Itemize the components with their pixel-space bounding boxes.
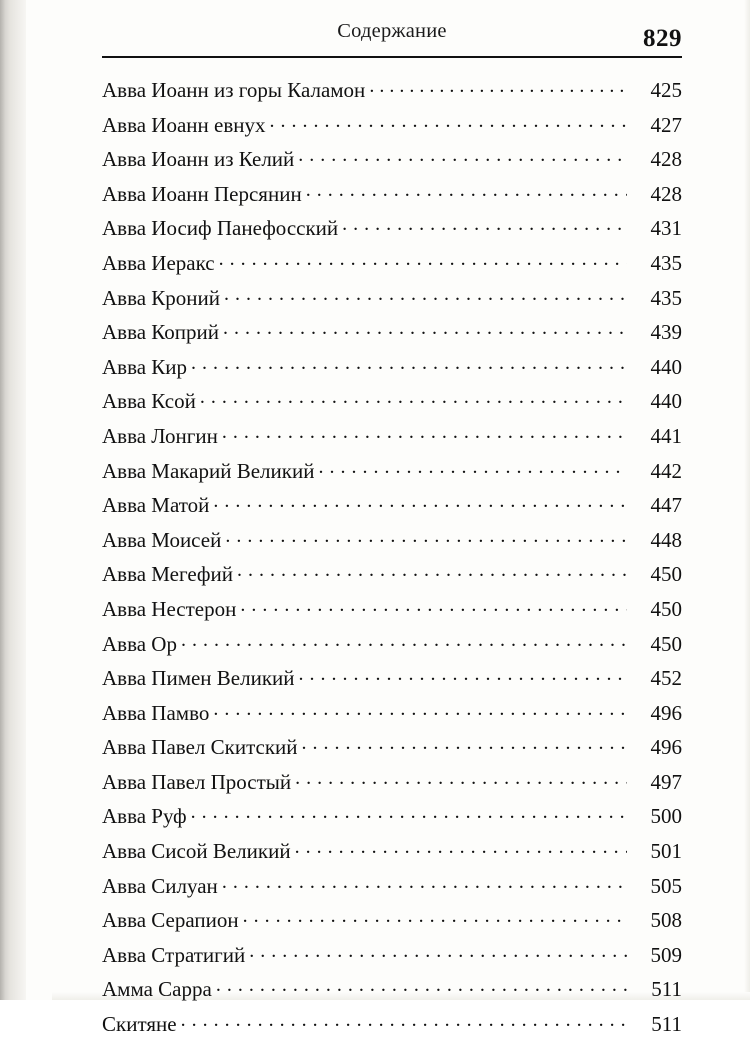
toc-entry-title: Авва Иоанн Персянин (102, 181, 302, 206)
toc-entry[interactable] (102, 249, 682, 284)
toc-entry-page: 511 (651, 1012, 682, 1037)
toc-entry[interactable] (102, 733, 682, 768)
toc-leader-dots (216, 975, 627, 996)
toc-leader-dots (200, 387, 627, 408)
toc-entry-page: 427 (650, 112, 682, 137)
toc-leader-dots (181, 1010, 627, 1031)
toc-entry-page: 505 (650, 873, 682, 898)
toc-entry-page: 501 (650, 839, 682, 864)
toc-entry-page: 500 (650, 804, 682, 829)
toc-entry-title: Авва Павел Простый (102, 769, 292, 794)
toc-leader-dots (369, 76, 627, 97)
toc-entry-title: Авва Мегефий (102, 562, 234, 587)
toc-entry-title: Авва Иосиф Панефосский (102, 216, 339, 241)
toc-entry[interactable] (102, 560, 682, 595)
toc-entry-page: 441 (650, 423, 682, 448)
toc-entry[interactable] (102, 457, 682, 492)
toc-leader-dots (222, 872, 627, 893)
toc-entry-title: Авва Кир (102, 354, 188, 379)
toc-leader-dots (225, 526, 627, 547)
toc-entry[interactable] (102, 975, 682, 1010)
toc-leader-dots (240, 595, 627, 616)
toc-entry[interactable] (102, 906, 682, 941)
toc-entry-page: 508 (650, 908, 682, 933)
toc-leader-dots (306, 180, 627, 201)
toc-entry[interactable] (102, 422, 682, 457)
toc-entry-title: Авва Памво (102, 700, 210, 725)
toc-entry[interactable] (102, 284, 682, 319)
toc-entry-page: 425 (650, 78, 682, 102)
page-title: Содержание (337, 20, 447, 42)
toc-entry[interactable] (102, 76, 682, 111)
toc-entry-title: Авва Лонгин (102, 423, 218, 448)
toc-entry-page: 435 (650, 285, 682, 310)
toc-leader-dots (181, 630, 627, 651)
toc-entry-page: 450 (650, 596, 682, 621)
page-surface (26, 0, 750, 1037)
toc-leader-dots (237, 560, 627, 581)
toc-leader-dots (295, 768, 627, 789)
toc-entry-page: 497 (650, 769, 682, 794)
toc-entry[interactable] (102, 1010, 682, 1045)
toc-entry-page: 439 (650, 320, 682, 345)
toc-entry[interactable] (102, 387, 682, 422)
toc-entry[interactable] (102, 872, 682, 907)
toc-entry-title: Авва Иеракс (102, 250, 215, 275)
table-of-contents (102, 76, 682, 1045)
page-binding-edge (0, 0, 5, 1000)
toc-entry-page: 435 (650, 250, 682, 275)
toc-entry-title: Авва Нестерон (102, 596, 237, 621)
toc-entry[interactable] (102, 180, 682, 215)
toc-entry-title: Скитяне (102, 1012, 177, 1037)
toc-entry-title: Авва Иоанн евнух (102, 112, 266, 137)
page-right-edge (744, 0, 750, 1000)
toc-leader-dots (213, 699, 627, 720)
toc-leader-dots (299, 664, 627, 685)
toc-leader-dots (223, 318, 627, 339)
toc-leader-dots (191, 802, 627, 823)
toc-entry-title: Амма Сарра (102, 977, 212, 1002)
toc-entry-title: Авва Пимен Великий (102, 666, 295, 691)
toc-entry-title: Авва Матой (102, 493, 210, 518)
toc-leader-dots (302, 733, 627, 754)
page-content (102, 20, 682, 1045)
toc-entry[interactable] (102, 526, 682, 561)
toc-entry[interactable] (102, 802, 682, 837)
toc-entry-title: Авва Ксой (102, 389, 196, 414)
toc-entry[interactable] (102, 699, 682, 734)
toc-entry-title: Авва Стратигий (102, 942, 246, 967)
toc-entry-page: 440 (650, 354, 682, 379)
toc-entry-page: 511 (651, 977, 682, 1002)
toc-entry[interactable] (102, 111, 682, 146)
toc-entry[interactable] (102, 630, 682, 665)
toc-entry[interactable] (102, 145, 682, 180)
toc-entry-title: Авва Коприй (102, 320, 219, 345)
toc-leader-dots (213, 491, 627, 512)
toc-entry-title: Авва Моисей (102, 527, 222, 552)
toc-entry-title: Авва Иоанн из горы Каламон (102, 78, 366, 102)
toc-entry-title: Авва Иоанн из Келий (102, 147, 295, 172)
toc-entry-page: 452 (650, 666, 682, 691)
toc-leader-dots (219, 249, 627, 270)
toc-entry[interactable] (102, 318, 682, 353)
toc-entry[interactable] (102, 768, 682, 803)
toc-entry-page: 428 (650, 181, 682, 206)
toc-leader-dots (295, 837, 627, 858)
toc-entry-title: Авва Ор (102, 631, 177, 656)
toc-entry[interactable] (102, 941, 682, 976)
toc-leader-dots (224, 284, 627, 305)
toc-entry-page: 428 (650, 147, 682, 172)
toc-entry-title: Авва Павел Скитский (102, 735, 298, 760)
toc-entry-page: 448 (650, 527, 682, 552)
toc-entry-title: Авва Серапион (102, 908, 239, 933)
running-header (102, 20, 682, 54)
toc-entry[interactable] (102, 595, 682, 630)
toc-entry-title: Авва Силуан (102, 873, 218, 898)
toc-entry[interactable] (102, 353, 682, 388)
toc-leader-dots (191, 353, 627, 374)
toc-entry-title: Авва Руф (102, 804, 187, 829)
toc-entry-title: Авва Макарий Великий (102, 458, 315, 483)
toc-leader-dots (243, 906, 627, 927)
page-number: 829 (643, 25, 682, 52)
toc-entry[interactable] (102, 664, 682, 699)
toc-entry-page: 496 (650, 735, 682, 760)
toc-entry-page: 440 (650, 389, 682, 414)
toc-entry-page: 496 (650, 700, 682, 725)
header-rule (102, 56, 682, 58)
toc-entry-page: 431 (650, 216, 682, 241)
toc-leader-dots (269, 111, 627, 132)
toc-entry-title: Авва Сисой Великий (102, 839, 291, 864)
toc-entry-page: 450 (650, 562, 682, 587)
toc-entry-page: 447 (650, 493, 682, 518)
toc-entry-page: 442 (650, 458, 682, 483)
toc-leader-dots (318, 457, 627, 478)
toc-leader-dots (249, 941, 627, 962)
toc-entry[interactable] (102, 491, 682, 526)
toc-entry-page: 509 (650, 942, 682, 967)
toc-leader-dots (342, 214, 627, 235)
toc-entry-title: Авва Кроний (102, 285, 221, 310)
toc-leader-dots (298, 145, 627, 166)
toc-leader-dots (222, 422, 627, 443)
toc-entry-page: 450 (650, 631, 682, 656)
toc-entry[interactable] (102, 214, 682, 249)
toc-entry[interactable] (102, 837, 682, 872)
